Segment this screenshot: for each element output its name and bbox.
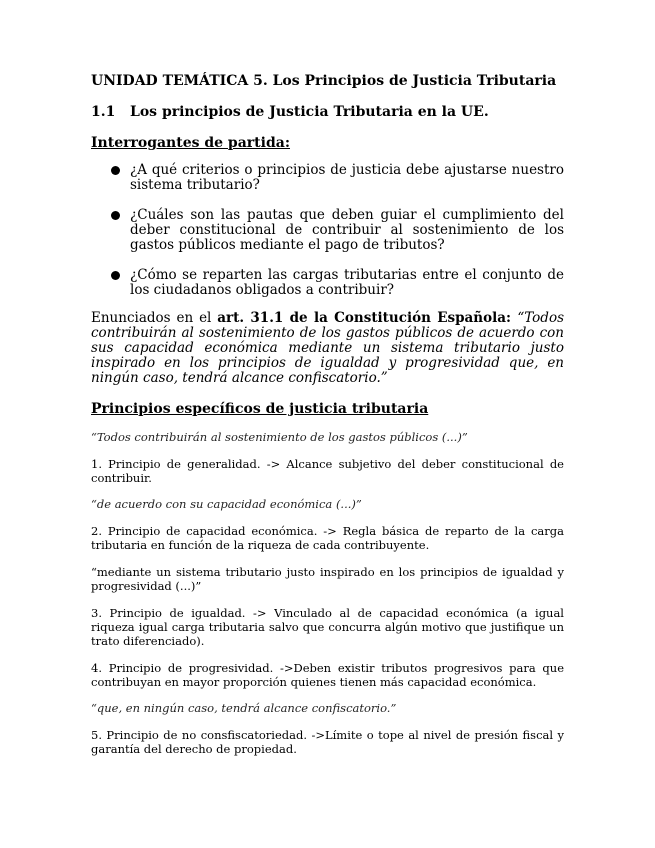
- principle-quote-2: “de acuerdo con su capacidad económica (...)”: [91, 497, 362, 511]
- bullet-icon: [111, 211, 120, 220]
- section-number: 1.1: [91, 104, 116, 120]
- document-page: [91, 72, 564, 756]
- principle-no-confiscatoriedad: 5. Principio de no consfiscatoriedad. ->Límite o tope al nivel de presión fiscal y garantía del derecho de propiedad.: [91, 728, 564, 756]
- bullet-icon: [111, 271, 120, 280]
- question-list: [91, 163, 564, 298]
- section-title: Los principios de Justicia Tributaria en la UE.: [130, 104, 489, 120]
- principle-quote-3: “mediante un sistema tributario justo inspirado en los principios de igualdad y progresividad (...)”: [91, 565, 564, 593]
- document-title: UNIDAD TEMÁTICA 5. Los Principios de Justicia Tributaria: [91, 73, 557, 89]
- principle-igualdad: 3. Principio de igualdad. -> Vinculado al de capacidad económica (a igual riqueza igual carga tributaria salvo que concurra algún motivo que justifique un trato diferenciado).: [91, 606, 564, 648]
- interrogantes-heading: Interrogantes de partida:: [91, 135, 290, 151]
- principle-generalidad: 1. Principio de generalidad. -> Alcance subjetivo del deber constitucional de contribuir.: [91, 457, 564, 485]
- article-reference: art. 31.1 de la Constitución Española: [217, 310, 506, 326]
- list-item: [91, 268, 564, 298]
- principle-progresividad: 4. Principio de progresividad. ->Deben existir tributos progresivos para que contribuyan en mayor proporción quienes tienen más capacidad económica.: [91, 661, 564, 689]
- enunciado-colon: :: [506, 310, 518, 326]
- enunciado-paragraph: [91, 311, 564, 386]
- list-item: [91, 163, 564, 193]
- enunciado-prefix: Enunciados en el: [91, 310, 218, 326]
- question-text: ¿Cuáles son las pautas que deben guiar el cumplimiento del deber constitucional de contribuir al sostenimiento de los gastos públicos mediante el pago de tributos?: [130, 207, 564, 253]
- question-text: ¿A qué criterios o principios de justicia debe ajustarse nuestro sistema tributario?: [130, 162, 564, 193]
- principle-quote-1: “Todos contribuirán al sostenimiento de los gastos públicos (...)”: [91, 430, 468, 444]
- bullet-icon: [111, 166, 120, 175]
- principle-capacidad: 2. Principio de capacidad económica. -> Regla básica de reparto de la carga tributaria en función de la riqueza de cada contribuyente.: [91, 524, 564, 552]
- question-text: ¿Cómo se reparten las cargas tributarias entre el conjunto de los ciudadanos obligados a contribuir?: [130, 267, 564, 298]
- constitution-quote: “Todos contribuirán al sostenimiento de los gastos públicos de acuerdo con sus capacidad económica mediante un sistema tributario justo inspirado en los principios de igualdad y progresividad que, en ningún caso, tendrá alcance confiscatorio.”: [91, 310, 564, 386]
- list-item: [91, 208, 564, 253]
- principle-quote-5: “que, en ningún caso, tendrá alcance confiscatorio.”: [91, 701, 397, 715]
- section-heading: [91, 103, 564, 121]
- principios-heading: Principios específicos de justicia tributaria: [91, 401, 429, 417]
